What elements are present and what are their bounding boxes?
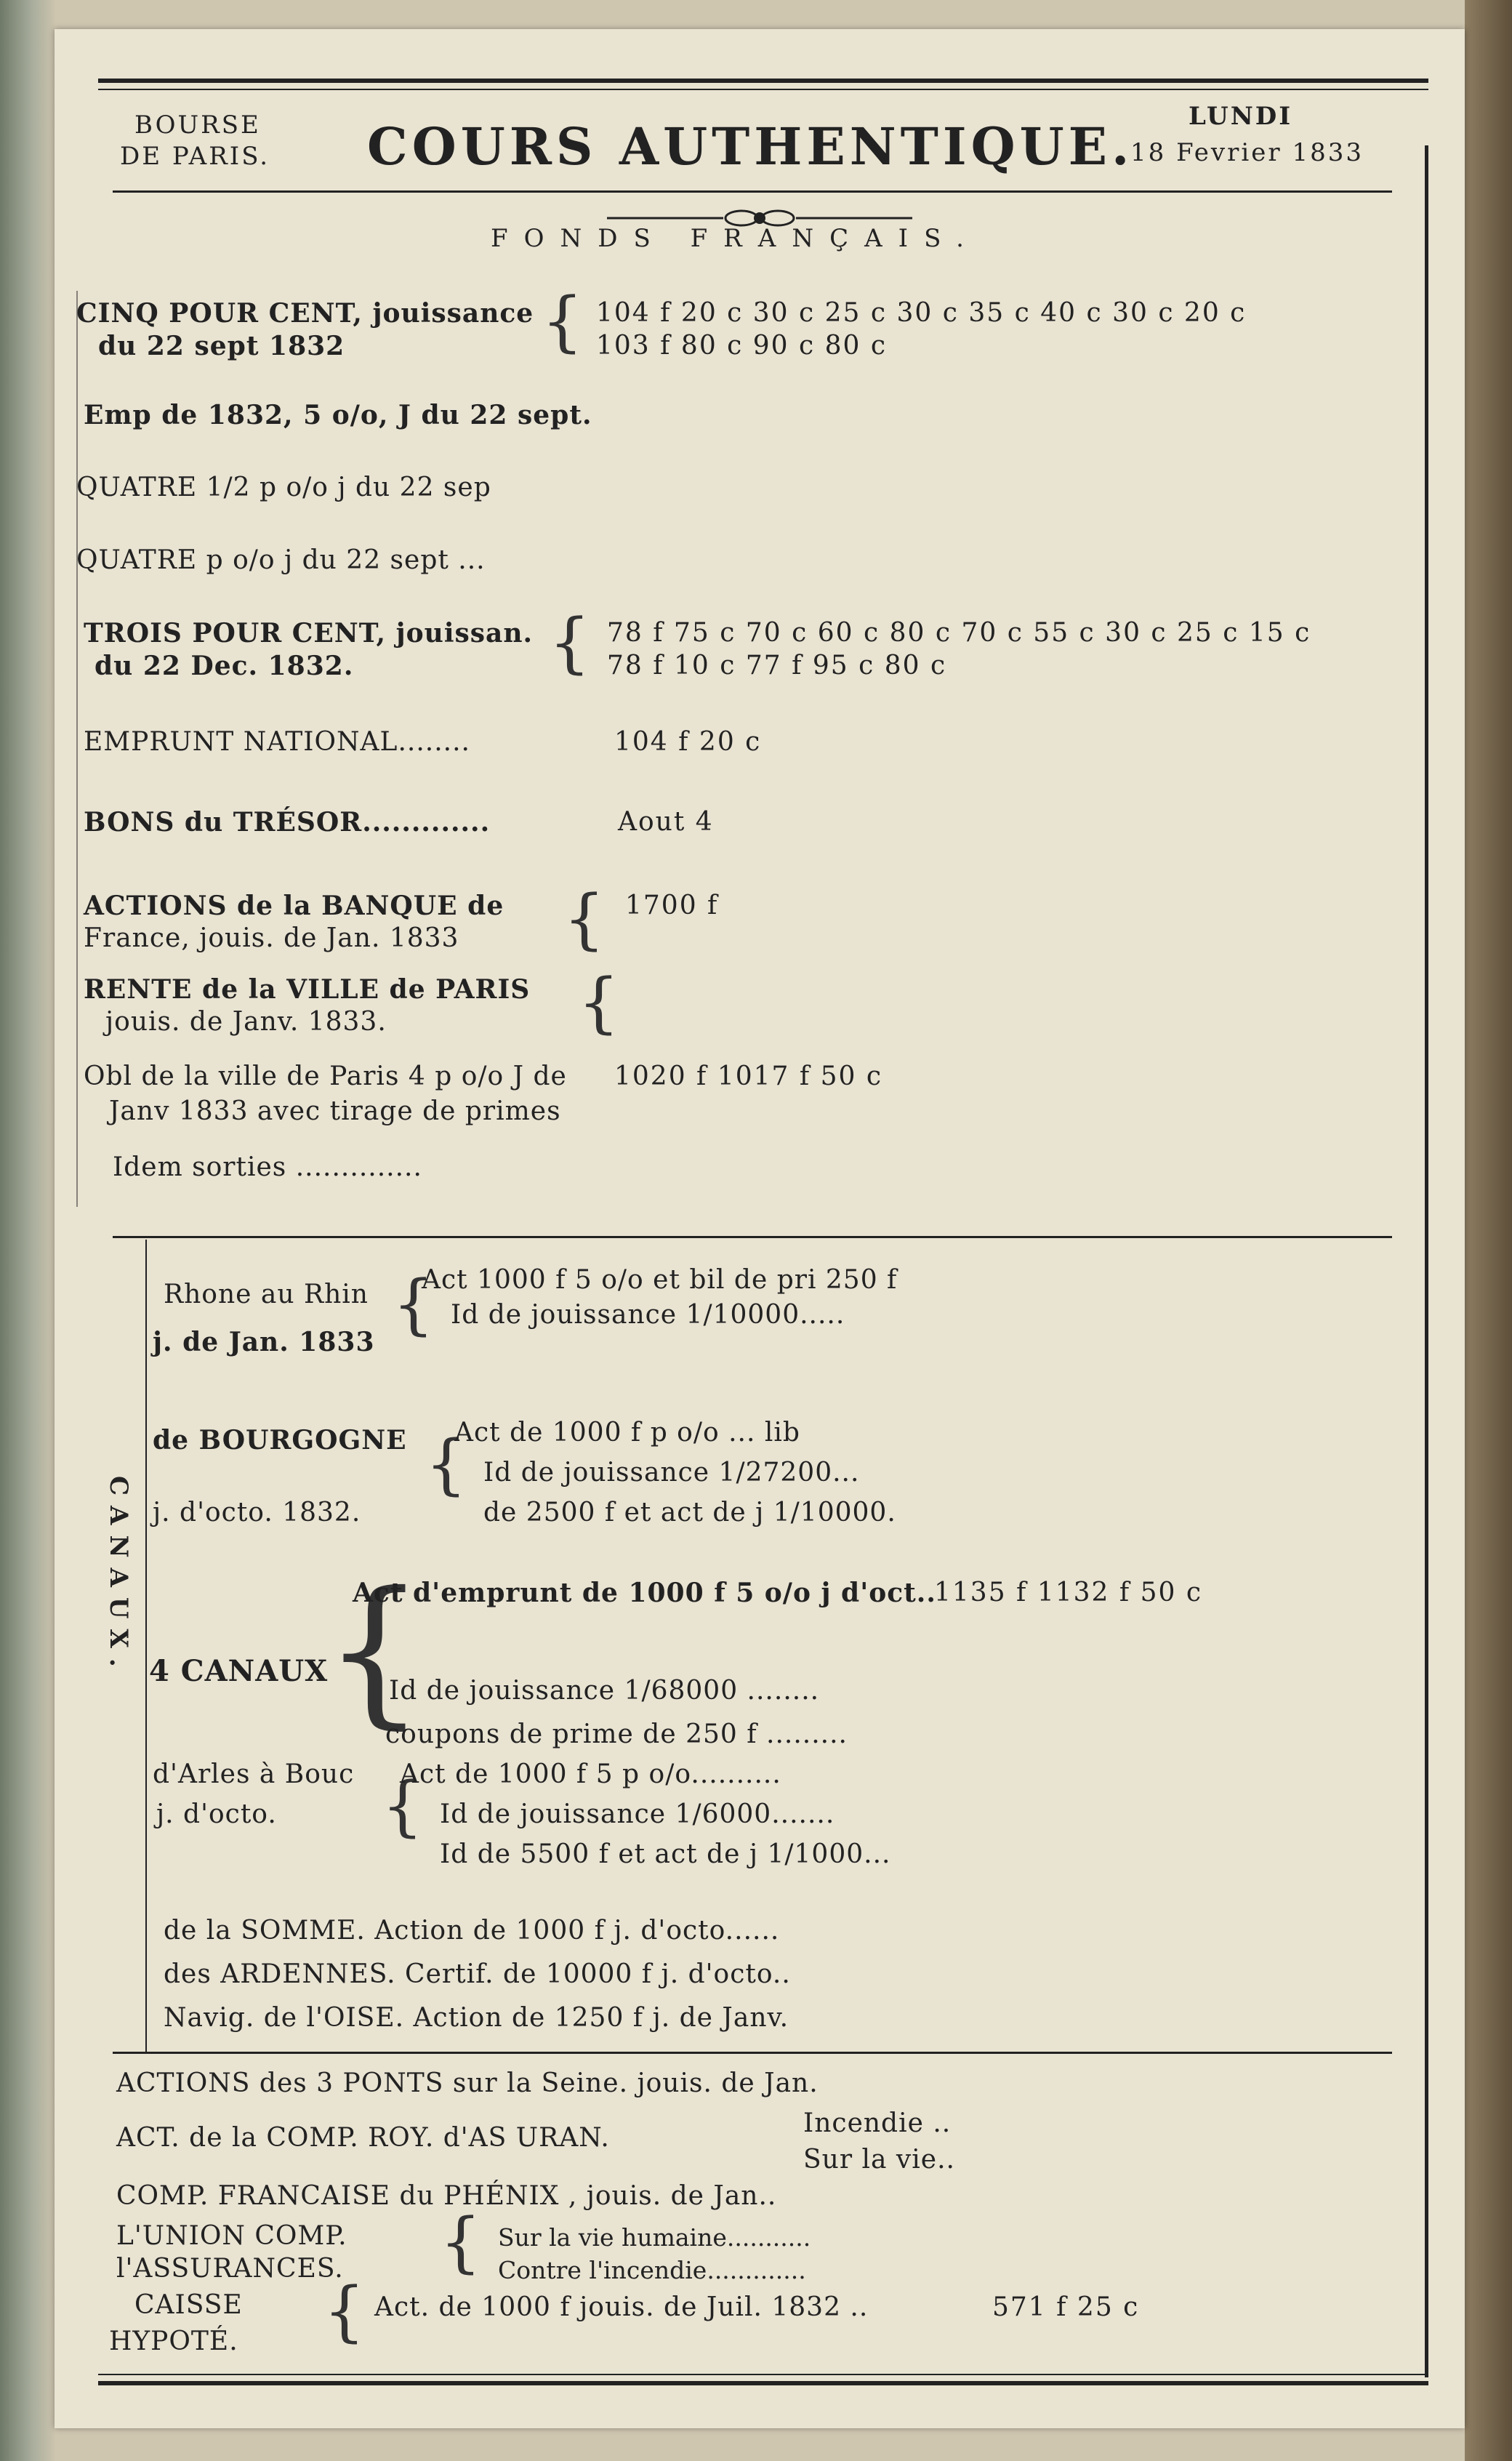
quatre-canaux-value: 1135 f 1132 f 50 c: [934, 1578, 1203, 1607]
bons-tresor: BONS du TRÉSOR.............: [84, 807, 491, 838]
quatre-demi: QUATRE 1/2 p o/o j du 22 sep: [76, 473, 491, 502]
left-margin-line: [76, 291, 78, 1207]
idem-sorties: Idem sorties ..............: [113, 1152, 422, 1182]
phenix: COMP. FRANCAISE du PHÉNIX , jouis. de Jan..: [116, 2181, 777, 2211]
quatre-canaux-a: Act d'emprunt de 1000 f 5 o/o j d'oct..: [353, 1578, 936, 1608]
header-day: LUNDI: [1189, 102, 1293, 131]
union-a: Sur la vie humaine...........: [498, 2223, 811, 2252]
caisse-value: 571 f 25 c: [992, 2292, 1140, 2322]
incendie: Incendie ..: [803, 2108, 952, 2138]
trois-label-2: du 22 Dec. 1832.: [94, 651, 354, 681]
bourgogne-b: Id de jouissance 1/27200...: [483, 1458, 860, 1488]
sur-la-vie: Sur la vie..: [803, 2145, 955, 2175]
page-edges: [1465, 0, 1512, 2461]
brace: {: [393, 1266, 435, 1343]
arles-b: Id de jouissance 1/6000.......: [440, 1799, 835, 1829]
brace: {: [382, 1768, 424, 1844]
union-label-2: l'ASSURANCES.: [116, 2254, 344, 2284]
emp-1832: Emp de 1832, 5 o/o, J du 22 sept.: [84, 400, 592, 430]
bottom-rule: [98, 2381, 1428, 2385]
right-border: [1425, 145, 1428, 2377]
somme: de la SOMME. Action de 1000 f j. d'octo......: [164, 1916, 780, 1946]
bourgogne-a: Act de 1000 f p o/o ... lib: [454, 1418, 800, 1448]
quatre-canaux-b: Id de jouissance 1/68000 ........: [389, 1676, 820, 1706]
cinq-values-2: 103 f 80 c 90 c 80 c: [596, 331, 888, 361]
arles-label-2: j. d'octo.: [156, 1799, 277, 1829]
brace: {: [549, 605, 591, 681]
canaux-left-line: [145, 1240, 147, 2054]
brace: {: [440, 2204, 482, 2281]
actions-banque-2: France, jouis. de Jan. 1833: [84, 923, 459, 953]
bons-value: Aout 4: [618, 807, 714, 837]
section-title: FONDS FRANÇAIS.: [491, 224, 980, 253]
rente-ville: RENTE de la VILLE de PARIS: [84, 974, 531, 1005]
obl-ville-2: Janv 1833 avec tirage de primes: [109, 1096, 561, 1126]
page-title: COURS AUTHENTIQUE.: [367, 116, 1134, 177]
trois-values-1: 78 f 75 c 70 c 60 c 80 c 70 c 55 c 30 c 25 c 15 c: [607, 618, 1311, 648]
cinq-values-1: 104 f 20 c 30 c 25 c 30 c 35 c 40 c 30 c 20 c: [596, 298, 1247, 328]
quatre-canaux-c: coupons de prime de 250 f .........: [385, 1719, 848, 1749]
caisse-label: CAISSE: [134, 2290, 243, 2320]
caisse-label-2: HYPOTÉ.: [109, 2326, 238, 2356]
actions-value: 1700 f: [625, 891, 719, 920]
trois-values-2: 78 f 10 c 77 f 95 c 80 c: [607, 651, 947, 681]
top-rule-thin: [98, 89, 1428, 90]
obl-ville: Obl de la ville de Paris 4 p o/o J de: [84, 1061, 567, 1091]
quatre: QUATRE p o/o j du 22 sept ...: [76, 545, 486, 575]
comp-roy: ACT. de la COMP. ROY. d'AS URAN.: [116, 2123, 610, 2153]
brace: {: [323, 2273, 366, 2350]
bourgogne-c: de 2500 f et act de j 1/10000.: [483, 1498, 896, 1527]
bottom-section-rule: [113, 2052, 1392, 2054]
arles-c: Id de 5500 f et act de j 1/1000...: [440, 1839, 891, 1869]
union-label: L'UNION COMP.: [116, 2221, 347, 2251]
trois-label: TROIS POUR CENT, jouissan.: [84, 618, 534, 649]
rhone-label-2: j. de Jan. 1833: [153, 1327, 375, 1357]
brace: {: [578, 965, 620, 1041]
emprunt-national: EMPRUNT NATIONAL........: [84, 727, 470, 757]
header-rule: [113, 190, 1392, 193]
oise: Navig. de l'OISE. Action de 1250 f j. de Janv.: [164, 2003, 789, 2033]
cinq-label-2: du 22 sept 1832: [98, 331, 345, 361]
caisse-a: Act. de 1000 f jouis. de Juil. 1832 ..: [374, 2292, 869, 2322]
brace: {: [542, 284, 584, 360]
arles-a: Act de 1000 f 5 p o/o..........: [400, 1759, 781, 1789]
trois-ponts: ACTIONS des 3 PONTS sur la Seine. jouis. de Jan.: [116, 2068, 819, 2098]
union-b: Contre l'incendie.............: [498, 2256, 806, 2284]
header-left-line1: BOURSE: [134, 111, 261, 140]
arles-label: d'Arles à Bouc: [153, 1759, 355, 1789]
brace: {: [323, 1557, 425, 1743]
top-rule: [98, 79, 1428, 83]
cinq-label: CINQ POUR CENT, jouissance: [76, 298, 534, 329]
ledger-page: [55, 29, 1465, 2428]
header-left-line2: DE PARIS.: [120, 142, 270, 171]
quatre-canaux-label: 4 CANAUX: [149, 1654, 329, 1688]
ardennes: des ARDENNES. Certif. de 10000 f j. d'octo..: [164, 1959, 791, 1989]
canaux-vertical-label: CANAUX.: [104, 1476, 133, 1677]
rhone-a: Act 1000 f 5 o/o et bil de pri 250 f: [422, 1265, 898, 1295]
canaux-rule: [113, 1236, 1392, 1238]
actions-banque: ACTIONS de la BANQUE de: [84, 891, 504, 921]
brace: {: [563, 881, 606, 957]
bourgogne-label: de BOURGOGNE: [153, 1425, 407, 1456]
book-spine: [0, 0, 55, 2461]
emprunt-value: 104 f 20 c: [614, 727, 762, 757]
brace: {: [425, 1426, 467, 1503]
header-date: 18 Fevrier 1833: [1130, 138, 1364, 167]
rente-ville-2: jouis. de Janv. 1833.: [105, 1007, 387, 1037]
rhone-label: Rhone au Rhin: [164, 1280, 369, 1309]
bottom-rule-thin: [98, 2374, 1428, 2375]
bourgogne-label-2: j. d'octo. 1832.: [153, 1498, 361, 1527]
rhone-b: Id de jouissance 1/10000.....: [451, 1300, 845, 1330]
obl-value: 1020 f 1017 f 50 c: [614, 1061, 883, 1091]
